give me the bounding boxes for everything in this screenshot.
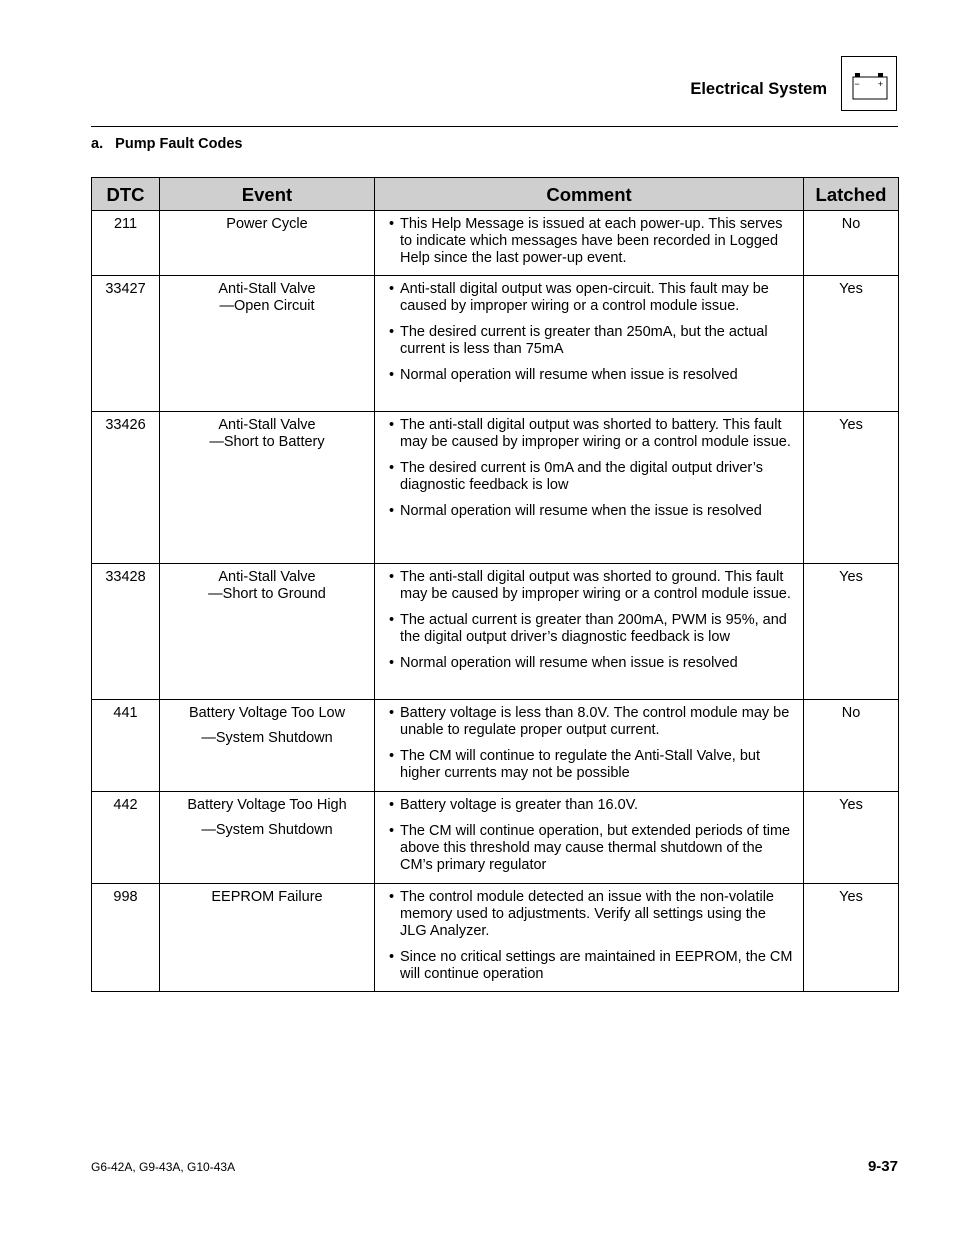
bullet-dot-icon: • bbox=[389, 705, 395, 721]
dtc-cell: 33426 bbox=[92, 412, 160, 564]
dtc-cell: 998 bbox=[92, 884, 160, 992]
bullet-dot-icon: • bbox=[389, 748, 395, 764]
event-cell bbox=[160, 564, 375, 700]
comment-bullet bbox=[389, 655, 795, 672]
event-cell bbox=[160, 884, 375, 992]
latched-cell: No bbox=[804, 211, 899, 276]
event-line: Battery Voltage Too High bbox=[187, 797, 347, 813]
event-line: —Open Circuit bbox=[219, 298, 315, 314]
bullet-dot-icon: • bbox=[389, 612, 395, 628]
page-header-title: Electrical System bbox=[690, 80, 827, 98]
latched-cell: Yes bbox=[804, 564, 899, 700]
table-row bbox=[92, 412, 899, 564]
event-line: Anti-Stall Valve bbox=[218, 569, 316, 585]
comment-bullet bbox=[389, 823, 795, 874]
event-line: Anti-Stall Valve bbox=[218, 281, 316, 297]
comment-text: The anti-stall digital output was shorted to ground. This fault may be caused by improper wiring or a control module issue. bbox=[400, 569, 791, 602]
table-row bbox=[92, 564, 899, 700]
bullet-dot-icon: • bbox=[389, 949, 395, 965]
bullet-dot-icon: • bbox=[389, 889, 395, 905]
column-header-latched: Latched bbox=[804, 178, 899, 211]
bullet-dot-icon: • bbox=[389, 460, 395, 476]
bullet-dot-icon: • bbox=[389, 569, 395, 585]
section-title: a. Pump Fault Codes bbox=[91, 136, 243, 152]
comment-bullet bbox=[389, 216, 795, 267]
event-line: —Short to Battery bbox=[209, 434, 325, 450]
bullet-dot-icon: • bbox=[389, 655, 395, 671]
battery-icon-frame bbox=[841, 56, 897, 111]
footer-page-number: 9-37 bbox=[867, 1158, 898, 1175]
dtc-cell: 441 bbox=[92, 700, 160, 792]
comment-text: The anti-stall digital output was shorted to battery. This fault may be caused by improper wiring or a control module issue. bbox=[400, 417, 791, 450]
comment-bullet bbox=[389, 460, 795, 494]
dtc-cell: 442 bbox=[92, 792, 160, 884]
event-line: EEPROM Failure bbox=[211, 889, 323, 905]
comment-text: Normal operation will resume when issue is resolved bbox=[400, 367, 738, 383]
comment-text: The CM will continue to regulate the Anti-Stall Valve, but higher currents may not be possible bbox=[400, 748, 761, 781]
table-row bbox=[92, 211, 899, 276]
event-cell bbox=[160, 211, 375, 276]
comment-text: The desired current is 0mA and the digital output driver’s diagnostic feedback is low bbox=[400, 460, 763, 493]
event-line: —System Shutdown bbox=[201, 730, 333, 746]
latched-cell: Yes bbox=[804, 884, 899, 992]
comment-bullet bbox=[389, 949, 795, 983]
comment-cell bbox=[375, 211, 804, 276]
battery-icon bbox=[842, 57, 896, 110]
comment-bullet bbox=[389, 797, 795, 814]
table-row bbox=[92, 884, 899, 992]
comment-cell bbox=[375, 884, 804, 992]
comment-cell bbox=[375, 412, 804, 564]
comment-bullet bbox=[389, 889, 795, 940]
bullet-dot-icon: • bbox=[389, 281, 395, 297]
battery-minus-sign: − bbox=[854, 79, 860, 89]
comment-text: Normal operation will resume when the issue is resolved bbox=[400, 503, 762, 519]
event-line: Anti-Stall Valve bbox=[218, 417, 316, 433]
bullet-dot-icon: • bbox=[389, 503, 395, 519]
event-cell bbox=[160, 412, 375, 564]
comment-bullet bbox=[389, 324, 795, 358]
comment-bullet bbox=[389, 612, 795, 646]
table-row bbox=[92, 792, 899, 884]
comment-text: Battery voltage is less than 8.0V. The control module may be unable to regulate proper output current. bbox=[400, 705, 790, 738]
comment-text: Anti-stall digital output was open-circuit. This fault may be caused by improper wiring or a control module issue. bbox=[400, 281, 769, 314]
event-line: —System Shutdown bbox=[201, 822, 333, 838]
bullet-dot-icon: • bbox=[389, 823, 395, 839]
bullet-dot-icon: • bbox=[389, 797, 395, 813]
latched-cell: Yes bbox=[804, 276, 899, 412]
comment-text: This Help Message is issued at each power-up. This serves to indicate which messages have been recorded in Logged Help since the last power-up event. bbox=[400, 216, 783, 266]
comment-text: Since no critical settings are maintained in EEPROM, the CM will continue operation bbox=[400, 949, 793, 982]
comment-text: The actual current is greater than 200mA, PWM is 95%, and the digital output driver’s diagnostic feedback is low bbox=[400, 612, 787, 645]
latched-cell: Yes bbox=[804, 412, 899, 564]
header-divider bbox=[91, 126, 898, 127]
event-cell bbox=[160, 276, 375, 412]
bullet-dot-icon: • bbox=[389, 216, 395, 232]
comment-cell bbox=[375, 564, 804, 700]
dtc-cell: 33428 bbox=[92, 564, 160, 700]
column-header-dtc: DTC bbox=[92, 178, 160, 211]
table-header-row bbox=[92, 178, 899, 211]
comment-bullet bbox=[389, 503, 795, 520]
event-line: Power Cycle bbox=[226, 216, 308, 232]
comment-text: The desired current is greater than 250mA, but the actual current is less than 75mA bbox=[400, 324, 768, 357]
comment-bullet bbox=[389, 281, 795, 315]
comment-cell bbox=[375, 792, 804, 884]
event-line: Battery Voltage Too Low bbox=[188, 705, 346, 721]
latched-cell: No bbox=[804, 700, 899, 792]
comment-text: Normal operation will resume when issue is resolved bbox=[400, 655, 738, 671]
comment-bullet bbox=[389, 569, 795, 603]
dtc-cell: 33427 bbox=[92, 276, 160, 412]
event-cell bbox=[160, 700, 375, 792]
dtc-cell: 211 bbox=[92, 211, 160, 276]
comment-text: The CM will continue operation, but extended periods of time above this threshold may cause thermal shutdown of the CM’s primary regulator bbox=[400, 823, 791, 873]
event-line: —Short to Ground bbox=[208, 586, 326, 602]
table-row bbox=[92, 700, 899, 792]
table-row bbox=[92, 276, 899, 412]
latched-cell: Yes bbox=[804, 792, 899, 884]
comment-bullet bbox=[389, 748, 795, 782]
bullet-dot-icon: • bbox=[389, 367, 395, 383]
pump-fault-codes-table bbox=[91, 177, 899, 992]
table-body bbox=[92, 211, 899, 992]
column-header-comment: Comment bbox=[375, 178, 804, 211]
comment-text: The control module detected an issue with the non-volatile memory used to adjustments. Verify all settings using the JLG Analyzer. bbox=[400, 889, 774, 939]
comment-bullet bbox=[389, 705, 795, 739]
column-header-event: Event bbox=[160, 178, 375, 211]
bullet-dot-icon: • bbox=[389, 417, 395, 433]
event-cell bbox=[160, 792, 375, 884]
bullet-dot-icon: • bbox=[389, 324, 395, 340]
comment-text: Battery voltage is greater than 16.0V. bbox=[400, 797, 639, 813]
comment-cell bbox=[375, 276, 804, 412]
comment-bullet bbox=[389, 367, 795, 384]
comment-cell bbox=[375, 700, 804, 792]
battery-plus-sign: + bbox=[877, 79, 884, 89]
footer-model-numbers: G6-42A, G9-43A, G10-43A bbox=[91, 1160, 236, 1174]
comment-bullet bbox=[389, 417, 795, 451]
